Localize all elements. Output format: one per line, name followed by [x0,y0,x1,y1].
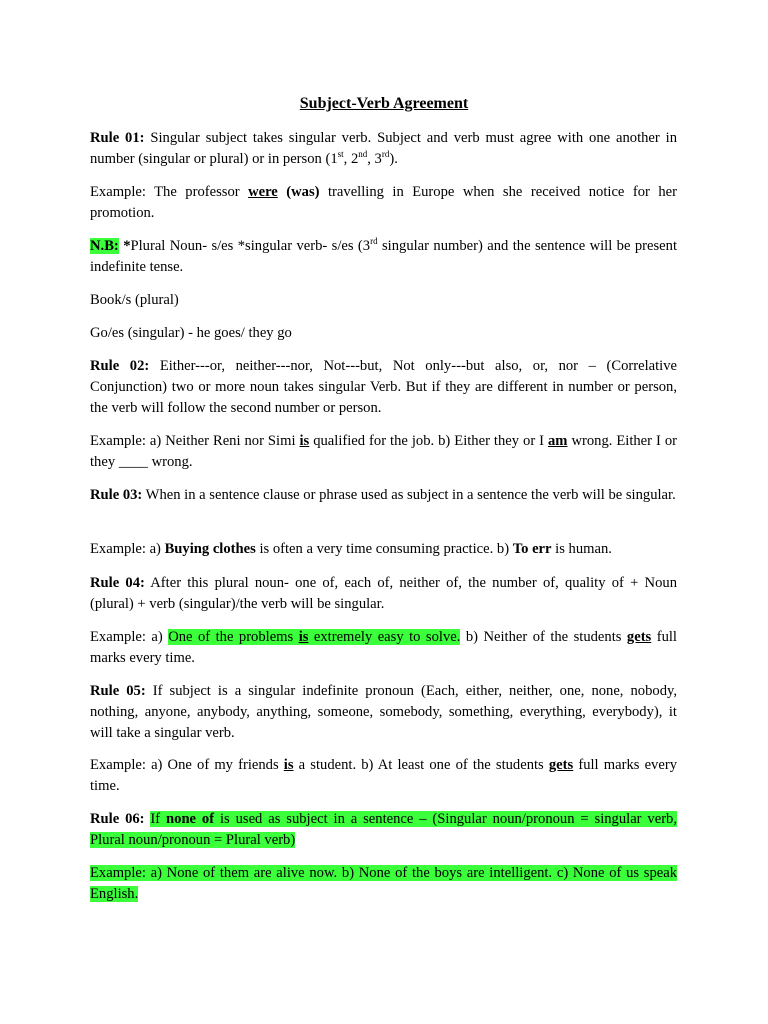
example-text: Example: a) One of my friends [90,757,284,773]
example-text: is human. [551,541,612,557]
rule-text: , 2 [343,150,359,167]
rule-text: Either---or, neither---nor, Not---but, Not only---but also, or, nor – (Correlative Conjunction) two or more noun takes singular Verb. But if they are different in number or person, the verb will follow the second number or person. [90,358,678,416]
highlight-text: is used as subject in a sentence – (Singular noun/pronoun = singular verb, Plural noun/pronoun = Plural verb) [90,811,677,848]
example-text: full marks every time. [90,629,677,666]
superscript: st [337,148,344,159]
rule-text: After this plural noun- one of, each of, neither of, the number of, quality of + Noun (plural) + verb (singular)/the verb will be singular. [90,575,677,612]
emphasis: (was) [286,184,320,200]
rule-05 [90,681,677,743]
emphasis: gets [548,757,574,773]
emphasis: To err [512,541,552,557]
emphasis: gets [626,629,652,645]
rule-label: Rule 06: [90,811,145,827]
highlight-text: Example: a) None of them are alive now. b) None of the boys are intelligent. c) None of us speak English. [90,865,677,902]
superscript: nd [358,148,368,159]
rule-text: When in a sentence clause or phrase used as subject in a sentence the verb will be singular. [142,487,676,503]
example-01 [90,182,677,224]
nb-text: singular number) and the sentence will be present indefinite tense. [90,238,677,275]
rule-text: ). [389,150,398,167]
example-text: is often a very time consuming practice. b) [255,541,513,557]
example-03 [90,539,677,560]
highlight-text: One of the problems [168,629,299,645]
highlight-text: extremely easy to solve. [308,629,461,645]
rule-label: Rule 01: [90,130,145,146]
example-text: qualified for the job. b) Either they or I [309,433,548,449]
example-text: Example: The professor [90,184,249,200]
highlight [90,811,677,848]
rule-label: Rule 03: [90,487,143,503]
example-05 [90,755,677,797]
rule-label: Rule 05: [90,683,146,699]
rule-04 [90,573,677,615]
emphasis: Buying clothes [164,541,256,557]
example-text [278,184,286,200]
emphasis: were [248,184,278,200]
highlight-text: If [150,811,167,827]
example-text: Example: a) [90,541,165,557]
goes-line: Go/es (singular) - he goes/ they go [90,325,292,341]
example-06 [90,863,677,905]
emphasis: none of [166,811,215,827]
example-text: travelling in Europe when she received notice for her promotion. [90,184,677,221]
nb-note [90,236,677,278]
rule-text: Singular subject takes singular verb. Subject and verb must agree with one another in number (singular or plural) or in person (1 [90,130,677,167]
nb-label: N.B: [90,238,119,254]
example-text: a student. b) At least one of the students [293,757,549,773]
nb-star: * [118,238,131,254]
rule-03 [90,485,677,506]
superscript: rd [370,236,378,247]
example-text: Example: a) [90,629,169,645]
rule-01 [90,128,677,170]
nb-text: Plural Noun- s/es *singular verb- s/es (3 [130,238,371,254]
page-title: Subject-Verb Agreement [299,95,469,112]
example-02 [90,431,677,473]
example-04 [90,627,677,669]
emphasis: is [298,629,309,645]
highlight [168,629,460,645]
superscript: rd [381,148,390,159]
rule-text: If subject is a singular indefinite pronoun (Each, either, neither, one, none, nobody, nothing, anyone, anybody, anything, someone, somebody, something, everything, everybody), it will take a singular verb. [90,683,677,741]
example-text: b) Neither of the students [460,629,627,645]
example-text: wrong. Either I or they ____ wrong. [90,433,677,470]
emphasis: am [548,433,568,449]
rule-06 [90,809,677,851]
example-text: Example: a) Neither Reni nor Simi [90,433,300,449]
emphasis: is [299,433,310,449]
rule-label: Rule 04: [90,575,145,591]
emphasis: is [283,757,294,773]
example-text: full marks every time. [90,757,677,794]
rule-label: Rule 02: [90,358,150,374]
book-line: Book/s (plural) [90,292,179,308]
rule-text: , 3 [367,150,382,167]
rule-02 [90,356,677,418]
